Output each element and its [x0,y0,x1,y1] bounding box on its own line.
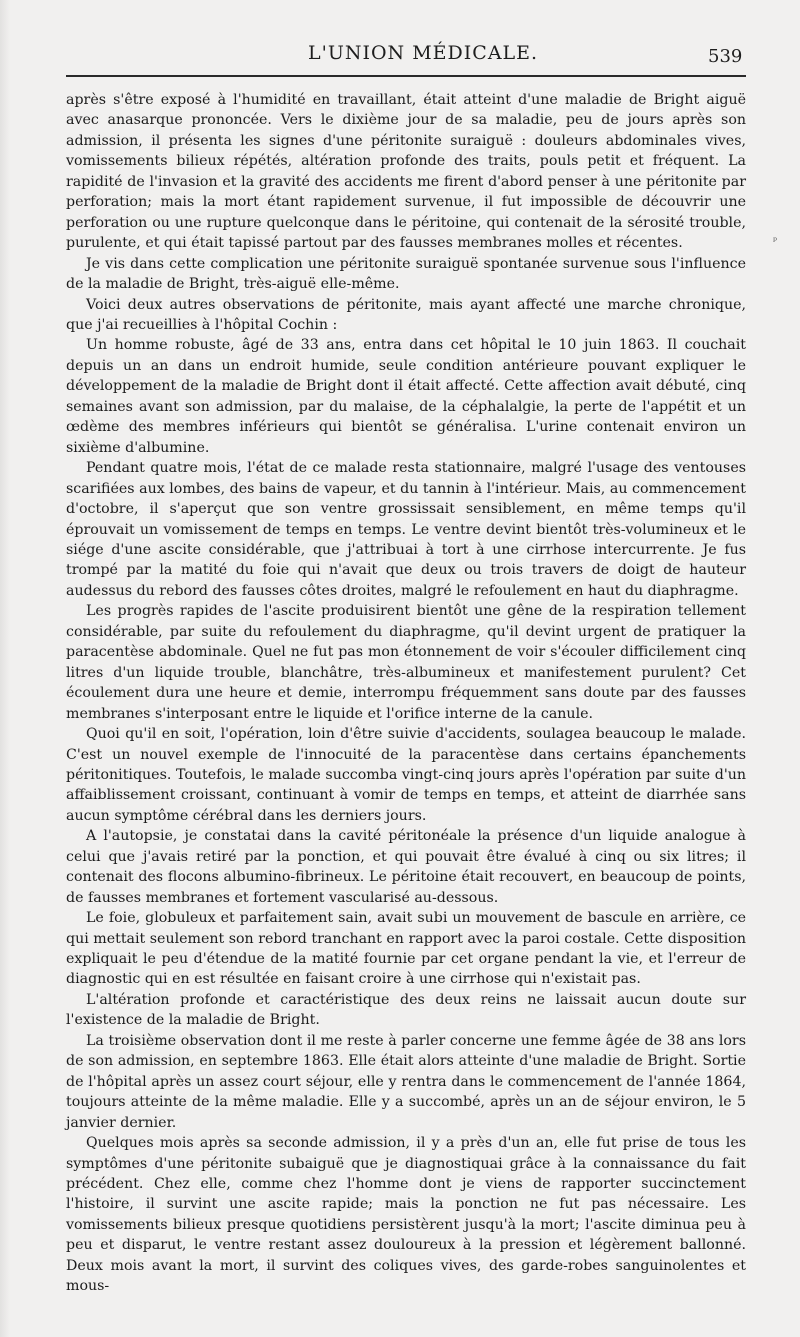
paragraph: La troisième observation dont il me reste à parler concerne une femme âgée de 38 ans lors de son admission, en septembre 1863. Elle était alors atteinte d'une maladie de Bright. Sortie de l'hôpital après un assez court séjour, elle y rentra dans le commencement de l'année 1864, toujours atteinte de la même maladie. Elle y a succombé, après un an de séjour environ, le 5 janvier dernier. [66,1032,746,1131]
body-text [66,90,746,1297]
paragraph: Quelques mois après sa seconde admission, il y a près d'un an, elle fut prise de tous les symptômes d'une péritonite subaiguë que je diagnostiquai grâce à la connaissance du fait précédent. Chez elle, comme chez l'homme dont je viens de rapporter succinctement l'histoire, il survint une ascite rapide; mais la ponction ne fut pas nécessaire. Les vomissements bilieux presque quotidiens persistèrent jusqu'à la mort; l'ascite diminua peu à peu et disparut, le ventre restant assez douloureux à la pression et légèrement ballonné. Deux mois avant la mort, il survint des coliques vives, des garde-robes sanguinolentes et mous- [66,1135,746,1295]
page-edge-shadow [0,0,10,1337]
paragraph: Je vis dans cette complication une péritonite suraiguë spontanée survenue sous l'influence de la maladie de Bright, très-aiguë elle-même. [66,255,746,293]
page-number: 539 [708,46,743,67]
paragraph: Voici deux autres observations de péritonite, mais ayant affecté une marche chronique, que j'ai recueillies à l'hôpital Cochin : [66,296,746,333]
paragraph: A l'autopsie, je constatai dans la cavité péritonéale la présence d'un liquide analogue à celui que j'avais retiré par la ponction, et qui pouvait être évalué à cinq ou six litres; il contenait des flocons albumino-fibrineux. Le péritoine était recouvert, en beaucoup de points, de fausses membranes et fortement vascularisé au-dessous. [66,828,746,906]
paragraph: Le foie, globuleux et parfaitement sain, avait subi un mouvement de bascule en arrière, ce qui mettait seulement son rebord tranchant en rapport avec la paroi costale. Cette disposition expliquait le peu d'étendue de la matité fournie par cet organe pendant la vie, et l'erreur de diagnostic qui en est résultée en faisant croire à une cirrhose qui n'existait pas. [66,910,746,988]
paragraph-continuation: après s'être exposé à l'humidité en travaillant, était atteint d'une maladie de Bright aiguë avec anasarque prononcée. Vers le dixième jour de sa maladie, peu de jours après son admission, il présenta les signes d'une péritonite suraiguë : douleurs abdominales vives, vomissements bilieux répétés, altération profonde des traits, pouls petit et fréquent. La rapidité de l'invasion et la gravité des accidents me firent d'abord penser à une péritonite par perforation; mais la mort étant rapidement survenue, il fut impossible de découvrir une perforation ou une rupture quelconque dans le péritoine, qui contenait de la sérosité trouble, purulente, et qui était tapissé partout par des fausses membranes molles et récentes. [66,92,746,252]
margin-mark: ᵖ [773,236,777,247]
paragraph: Pendant quatre mois, l'état de ce malade resta stationnaire, malgré l'usage des ventouses scarifiées aux lombes, des bains de vapeur, et du tannin à l'intérieur. Mais, au commencement d'octobre, il s'aperçut que son ventre grossissait sensiblement, en même temps qu'il éprouvait un vomissement de temps en temps. Le ventre devint bientôt très-volumineux et le siége d'une ascite considérable, que j'attribuai à tort à une cirrhose intercurrente. Je fus trompé par la matité du foie qui n'avait que deux ou trois travers de doigt de hauteur audessus du rebord des fausses côtes droites, malgré le refoulement en haut du diaphragme. [66,460,746,599]
paragraph: L'altération profonde et caractéristique des deux reins ne laissait aucun doute sur l'existence de la maladie de Bright. [66,991,746,1029]
paragraph: Les progrès rapides de l'ascite produisirent bientôt une gêne de la respiration tellement considérable, par suite du refoulement du diaphragme, qu'il devint urgent de pratiquer la paracentèse abdominale. Quel ne fut pas mon étonnement de voir s'écouler difficilement cinq litres d'un liquide trouble, blanchâtre, très-albumineux et manifestement purulent? Cet écoulement dura une heure et demie, interrompu fréquemment sans doute par des fausses membranes s'interposant entre le liquide et l'orifice interne de la canule. [66,603,746,722]
paragraph: Un homme robuste, âgé de 33 ans, entra dans cet hôpital le 10 juin 1863. Il couchait depuis un an dans un endroit humide, seule condition antérieure pouvant expliquer le développement de la maladie de Bright dont il était affecté. Cette affection avait débuté, cinq semaines avant son admission, par du malaise, de la céphalalgie, la perte de l'appétit et un œdème des membres inférieurs qui bientôt se généralisa. L'urine contenait environ un sixième d'albumine. [66,337,746,456]
running-header-title: L'UNION MÉDICALE. [308,42,539,64]
header-rule [66,75,746,77]
paragraph: Quoi qu'il en soit, l'opération, loin d'être suivie d'accidents, soulagea beaucoup le malade. C'est un nouvel exemple de l'innocuité de la paracentèse dans certains épanchements péritonitiques. Toutefois, le malade succomba vingt-cinq jours après l'opération par suite d'un affaiblissement croissant, continuant à vomir de temps en temps, et atteint de diarrhée sans aucun symptôme cérébral dans les derniers jours. [66,726,746,824]
